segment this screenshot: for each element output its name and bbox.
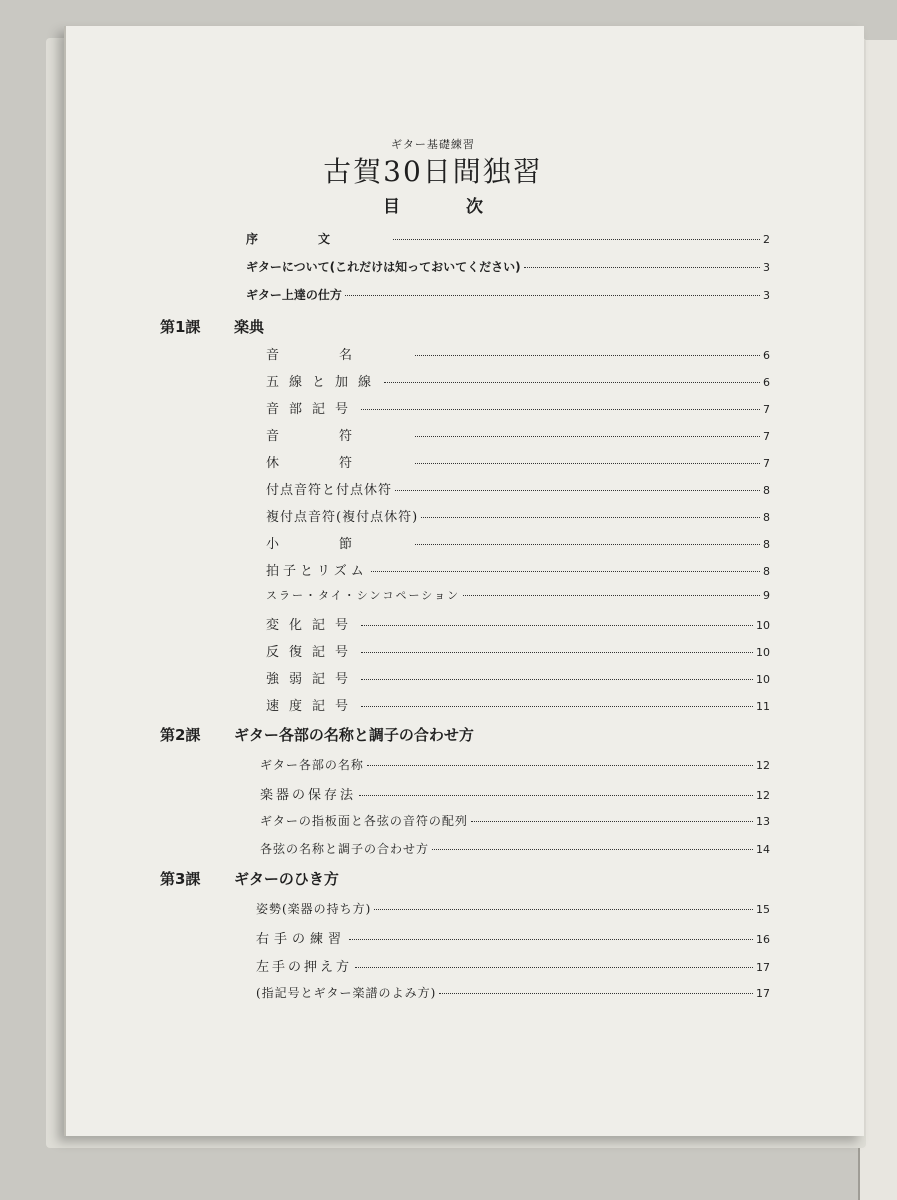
toc-entry	[256, 928, 770, 948]
leader-dots	[432, 849, 753, 850]
toc-entry-label: 複付点音符(複付点休符)	[266, 510, 419, 525]
lesson-title: 楽典	[234, 318, 265, 336]
lesson-number: 第2課	[160, 726, 201, 744]
leader-dots	[355, 967, 753, 968]
leader-dots	[361, 625, 753, 626]
toc-entry-page: 13	[756, 815, 770, 828]
toc-entry-label: 各弦の名称と調子の合わせ方	[260, 842, 430, 856]
leader-dots	[374, 909, 753, 910]
toc-entry-page: 2	[763, 233, 770, 246]
toc-entry-page: 6	[763, 376, 770, 389]
toc-entry-about-guitar	[246, 258, 770, 278]
toc-entry-page: 8	[763, 565, 770, 578]
leader-dots	[524, 267, 760, 268]
toc-entry-label: 右手の練習	[256, 932, 347, 947]
toc-entry-label: 速度記号	[266, 699, 359, 714]
toc-entry-label: 音部記号	[266, 402, 359, 417]
toc-entry-page: 10	[756, 646, 770, 659]
toc-entry-page: 12	[756, 789, 770, 802]
table-of-contents	[66, 26, 864, 1136]
toc-entry-label: ギター上達の仕方	[246, 288, 342, 302]
toc-entry-label: 小節	[266, 537, 413, 552]
leader-dots	[349, 939, 753, 940]
toc-entry-page: 12	[756, 759, 770, 772]
toc-entry-page: 14	[756, 843, 770, 856]
toc-entry-label: 休符	[266, 456, 413, 471]
toc-entry-label: ギター各部の名称	[260, 758, 364, 772]
toc-entry	[266, 398, 770, 418]
leader-dots	[471, 821, 753, 822]
toc-entry-label: 左手の押え方	[256, 960, 353, 975]
toc-entry-page: 7	[763, 403, 770, 416]
book-subtitle: ギター基礎練習	[391, 138, 475, 151]
leader-dots	[415, 463, 760, 464]
toc-entry	[260, 784, 770, 804]
toc-entry	[260, 840, 770, 860]
toc-entry-label: 音符	[266, 429, 413, 444]
toc-entry-label: 音名	[266, 348, 413, 363]
toc-entry-page: 11	[756, 700, 770, 713]
leader-dots	[463, 595, 760, 596]
leader-dots	[415, 544, 760, 545]
toc-entry-label: 強弱記号	[266, 672, 359, 687]
toc-entry	[266, 371, 770, 391]
leader-dots	[371, 571, 760, 572]
lesson-heading-3	[160, 868, 339, 892]
toc-entry-page: 8	[763, 484, 770, 497]
toc-entry	[266, 452, 770, 472]
toc-entry-page: 15	[756, 903, 770, 916]
toc-entry-label: ギターの指板面と各弦の音符の配列	[260, 814, 468, 828]
toc-entry-label: (指記号とギター楽譜のよみ方)	[256, 986, 437, 1000]
leader-dots	[393, 239, 760, 240]
toc-entry-page: 6	[763, 349, 770, 362]
toc-entry-preface	[246, 230, 770, 250]
toc-entry	[260, 756, 770, 776]
leader-dots	[361, 652, 753, 653]
toc-entry	[266, 614, 770, 634]
leader-dots	[421, 517, 760, 518]
leader-dots	[367, 765, 753, 766]
toc-entry	[266, 344, 770, 364]
toc-entry	[266, 641, 770, 661]
toc-entry	[256, 900, 770, 920]
toc-entry-page: 10	[756, 673, 770, 686]
leader-dots	[415, 436, 760, 437]
lesson-number: 第3課	[160, 870, 201, 888]
lesson-title: ギターのひき方	[234, 870, 339, 888]
lesson-heading-1	[160, 316, 264, 340]
leader-dots	[384, 382, 760, 383]
toc-entry-label: 序文	[246, 232, 391, 246]
leader-dots	[361, 706, 753, 707]
toc-entry	[266, 479, 770, 499]
leader-dots	[359, 795, 753, 796]
toc-entry-page: 3	[763, 261, 770, 274]
toc-entry-page: 7	[763, 430, 770, 443]
lesson-heading-2	[160, 724, 474, 748]
toc-heading: 目次	[383, 197, 549, 217]
toc-entry-page: 9	[763, 589, 770, 602]
toc-entry	[256, 984, 770, 1004]
toc-entry	[256, 956, 770, 976]
toc-entry	[266, 533, 770, 553]
toc-entry	[266, 668, 770, 688]
toc-entry-label: 拍子とリズム	[266, 564, 368, 579]
leader-dots	[361, 679, 753, 680]
leader-dots	[439, 993, 753, 994]
toc-entry	[260, 812, 770, 832]
toc-entry	[266, 587, 770, 607]
toc-entry-page: 17	[756, 961, 770, 974]
lesson-number: 第1課	[160, 318, 201, 336]
toc-entry-page: 8	[763, 538, 770, 551]
toc-entry-label: 反復記号	[266, 645, 359, 660]
toc-entry-label: 変化記号	[266, 618, 359, 633]
toc-entry-label: 姿勢(楽器の持ち方)	[256, 902, 372, 916]
toc-entry-page: 7	[763, 457, 770, 470]
leader-dots	[395, 490, 760, 491]
leader-dots	[415, 355, 760, 356]
toc-entry-page: 17	[756, 987, 770, 1000]
toc-entry-page: 3	[763, 289, 770, 302]
toc-entry	[266, 506, 770, 526]
toc-entry-label: スラー・タイ・シンコペーション	[266, 589, 461, 602]
toc-entry-label: 楽器の保存法	[260, 788, 357, 803]
toc-entry-how-to-improve	[246, 286, 770, 306]
lesson-title: ギター各部の名称と調子の合わせ方	[234, 726, 474, 744]
leader-dots	[361, 409, 760, 410]
book-title: 古賀30日間独習	[323, 155, 543, 188]
toc-entry	[266, 425, 770, 445]
toc-entry-page: 16	[756, 933, 770, 946]
book-page	[64, 26, 864, 1136]
leader-dots	[345, 295, 760, 296]
toc-entry	[266, 560, 770, 580]
toc-entry-label: ギターについて(これだけは知っておいてください)	[246, 260, 521, 274]
toc-entry-label: 五線と加線	[266, 375, 382, 390]
toc-entry-page: 10	[756, 619, 770, 632]
toc-entry	[266, 695, 770, 715]
toc-entry-page: 8	[763, 511, 770, 524]
toc-entry-label: 付点音符と付点休符	[266, 483, 393, 498]
